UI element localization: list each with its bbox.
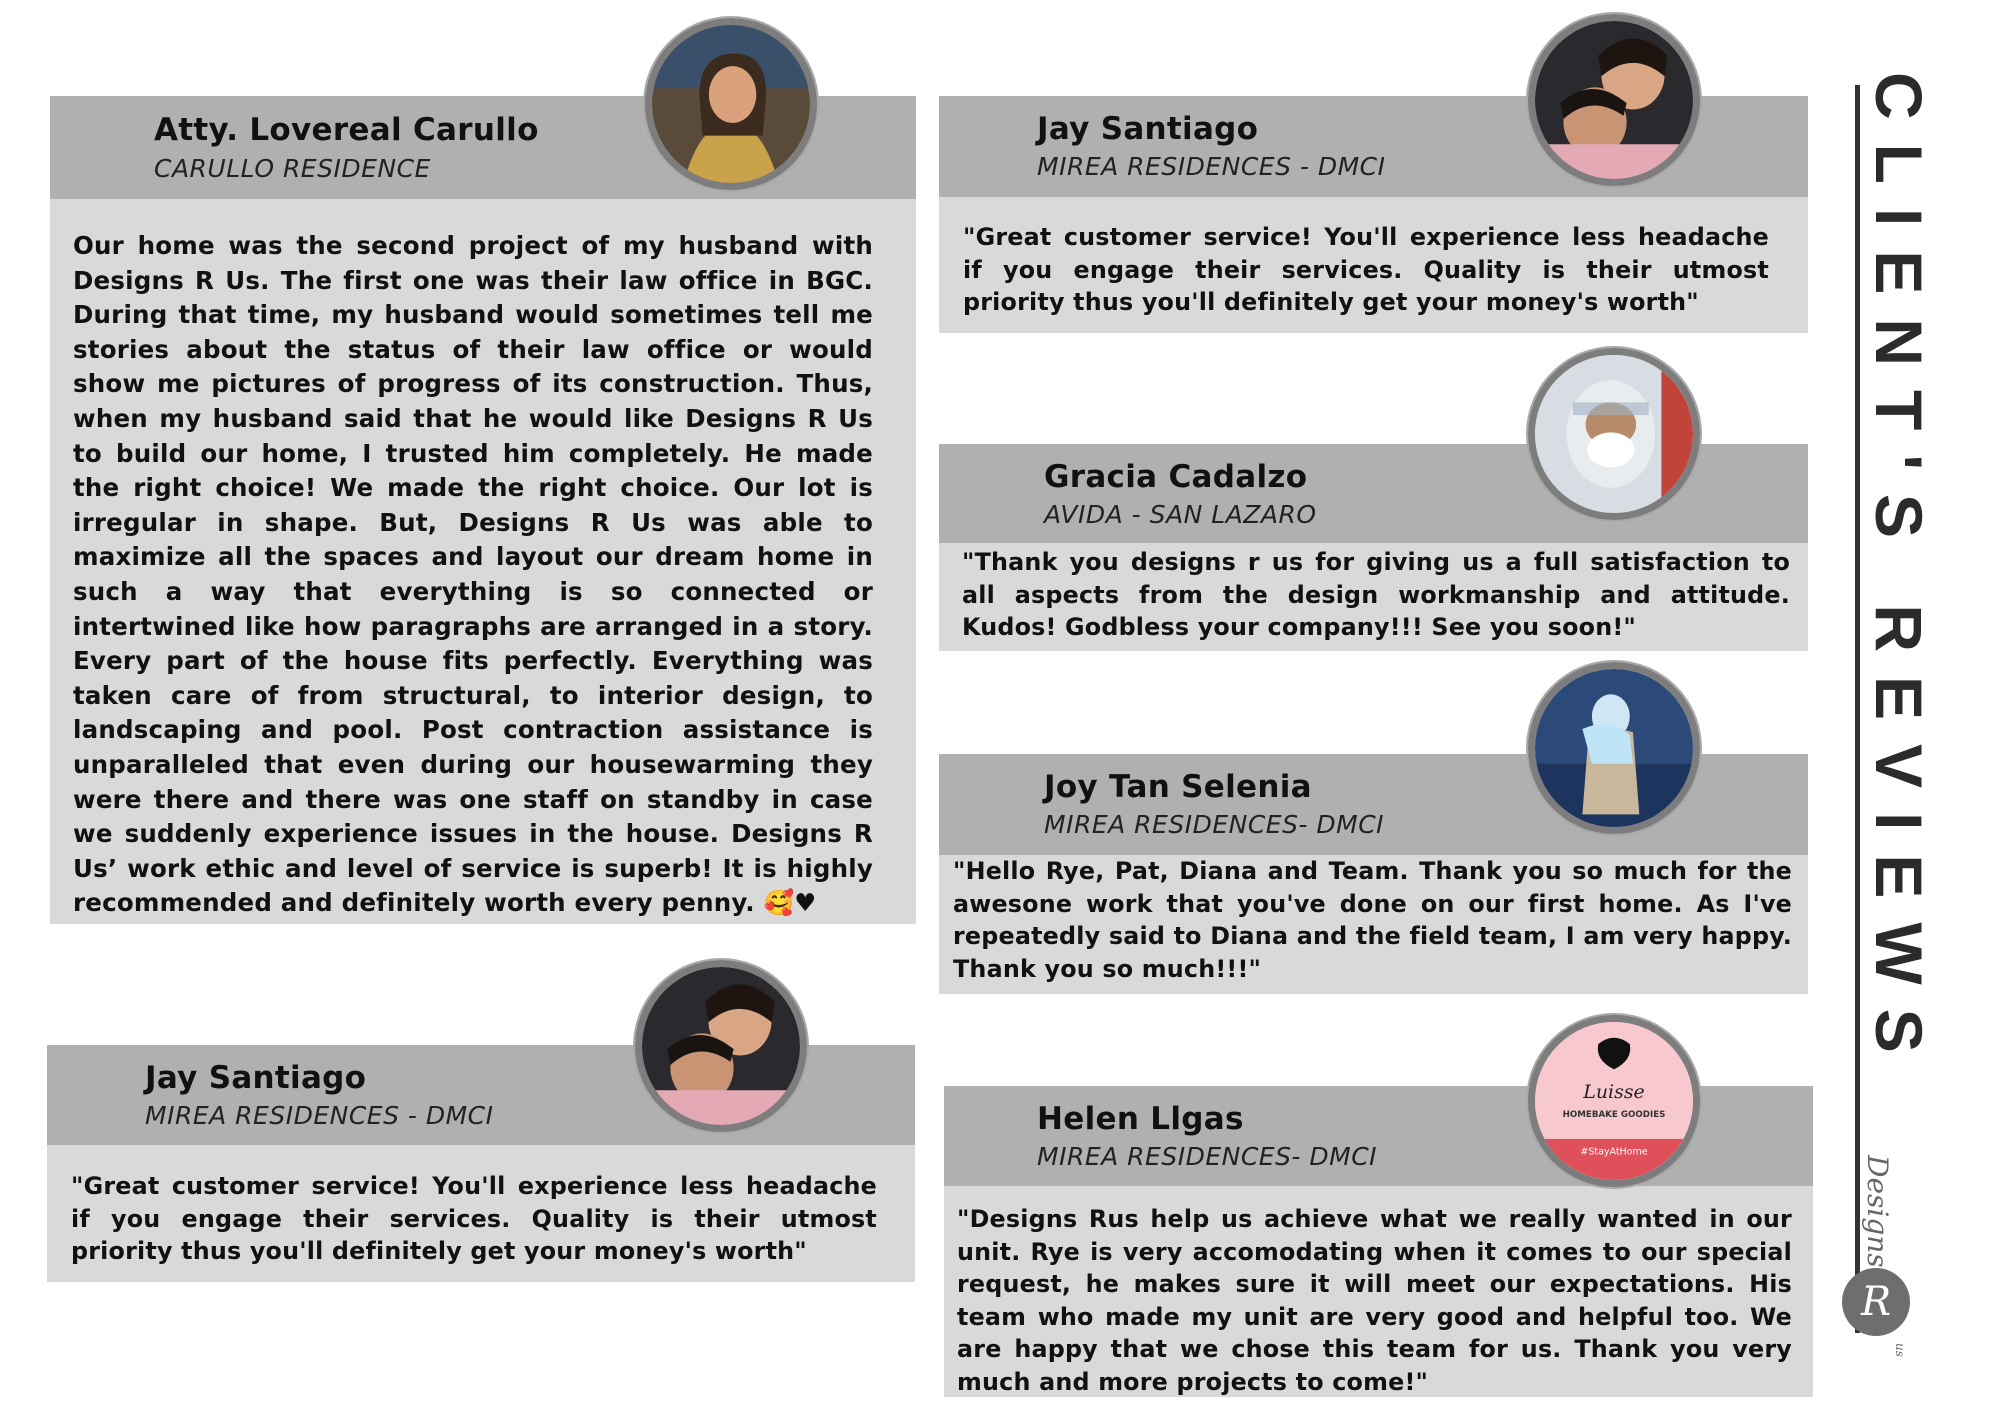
bakery-logo-subtext: HOMEBAKE GOODIES <box>1562 1109 1666 1120</box>
client-photo-icon <box>642 967 800 1125</box>
reviewer-avatar <box>635 960 807 1132</box>
reviewer-avatar <box>645 18 817 190</box>
review-text: "Great customer service! You'll experience less headache if you engage their services. Quality is their utmost priority thus you'll definitely get your money's worth" <box>963 223 1769 316</box>
reviewer-avatar <box>1528 1015 1700 1187</box>
review-text: "Great customer service! You'll experience less headache if you engage their services. Quality is their utmost priority thus you'll definitely get your money's worth" <box>71 1172 877 1265</box>
client-photo-icon <box>1535 355 1693 513</box>
reviewer-residence: MIREA RESIDENCES - DMCI <box>145 1101 494 1130</box>
reviewer-residence: CARULLO RESIDENCE <box>154 154 431 183</box>
reviewer-residence: MIREA RESIDENCES- DMCI <box>1044 810 1385 839</box>
page-title: CLIENT'S REVIEWS <box>1862 72 1936 1077</box>
reviewer-avatar <box>1528 348 1700 520</box>
reviewer-avatar <box>1528 14 1700 186</box>
designs-r-us-logo <box>1838 1150 1918 1365</box>
reviewer-name: Gracia Cadalzo <box>1044 459 1308 495</box>
client-photo-icon <box>1535 21 1693 179</box>
reviewer-name: Joy Tan Selenia <box>1044 769 1312 805</box>
client-photo-icon <box>1535 1022 1693 1180</box>
logo-script-text: Designs <box>1861 1155 1894 1268</box>
reviewer-avatar <box>1528 662 1700 834</box>
client-photo-icon <box>652 25 810 183</box>
bakery-tag: #StayAtHome <box>1580 1146 1648 1158</box>
reviewer-name: Atty. Lovereal Carullo <box>154 112 539 148</box>
logo-letter: R <box>1860 1279 1892 1325</box>
review-text: "Thank you designs r us for giving us a full satisfaction to all aspects from the design workmanship and attitude. Kudos! Godbless your company!!! See you soon!" <box>962 548 1790 641</box>
logo-suffix: us <box>1893 1343 1907 1357</box>
reviewer-name: Jay Santiago <box>145 1060 367 1096</box>
reviewer-residence: AVIDA - SAN LAZARO <box>1044 500 1317 529</box>
sidebar-divider <box>1855 85 1860 1333</box>
reviewer-residence: MIREA RESIDENCES- DMCI <box>1037 1142 1378 1171</box>
bakery-logo-text: Luisse <box>1583 1080 1645 1103</box>
client-photo-icon <box>1535 669 1693 827</box>
review-text: Our home was the second project of my husband with Designs R Us. The first one was their law office in BGC. During that time, my husband would sometimes tell me stories about the status of their law office or would show me pictures of progress of its construction. Thus, when my husband said that he would like Designs R Us to build our home, I trusted him completely. He made the right choice! We made the right choice. Our lot is irregular in shape. But, Designs R Us was able to maximize all the spaces and layout our dream home in such a way that everything is so connected or intertwined like how paragraphs are arranged in a story. Every part of the house fits perfectly. Everything was taken care of from structural, to interior design, to landscaping and pool. Post contraction assistance is unparalleled that even during our housewarming they were there and there was one staff on standby in case we suddenly experience issues in the house. Designs R Us’ work ethic and level of service is superb! It is highly recommended and definitely worth every penny. 🥰♥ <box>73 231 873 918</box>
review-text: "Designs Rus help us achieve what we really wanted in our unit. Rye is very accomodating when it comes to our special request, he makes sure it will meet our expectations. His team who made my unit are very good and helpful too. We are happy that we chose this team for us. Thank you very much and more projects to come!" <box>957 1205 1792 1396</box>
reviewer-name: Jay Santiago <box>1037 111 1259 147</box>
reviewer-name: Helen Llgas <box>1037 1101 1244 1137</box>
review-card-carullo <box>50 96 916 924</box>
review-text: "Hello Rye, Pat, Diana and Team. Thank you so much for the awesone work that you've done on our first home. As I've repeatedly said to Diana and the field team, I am very happy. Thank you so much!!!" <box>953 857 1792 983</box>
reviewer-residence: MIREA RESIDENCES - DMCI <box>1037 152 1386 181</box>
